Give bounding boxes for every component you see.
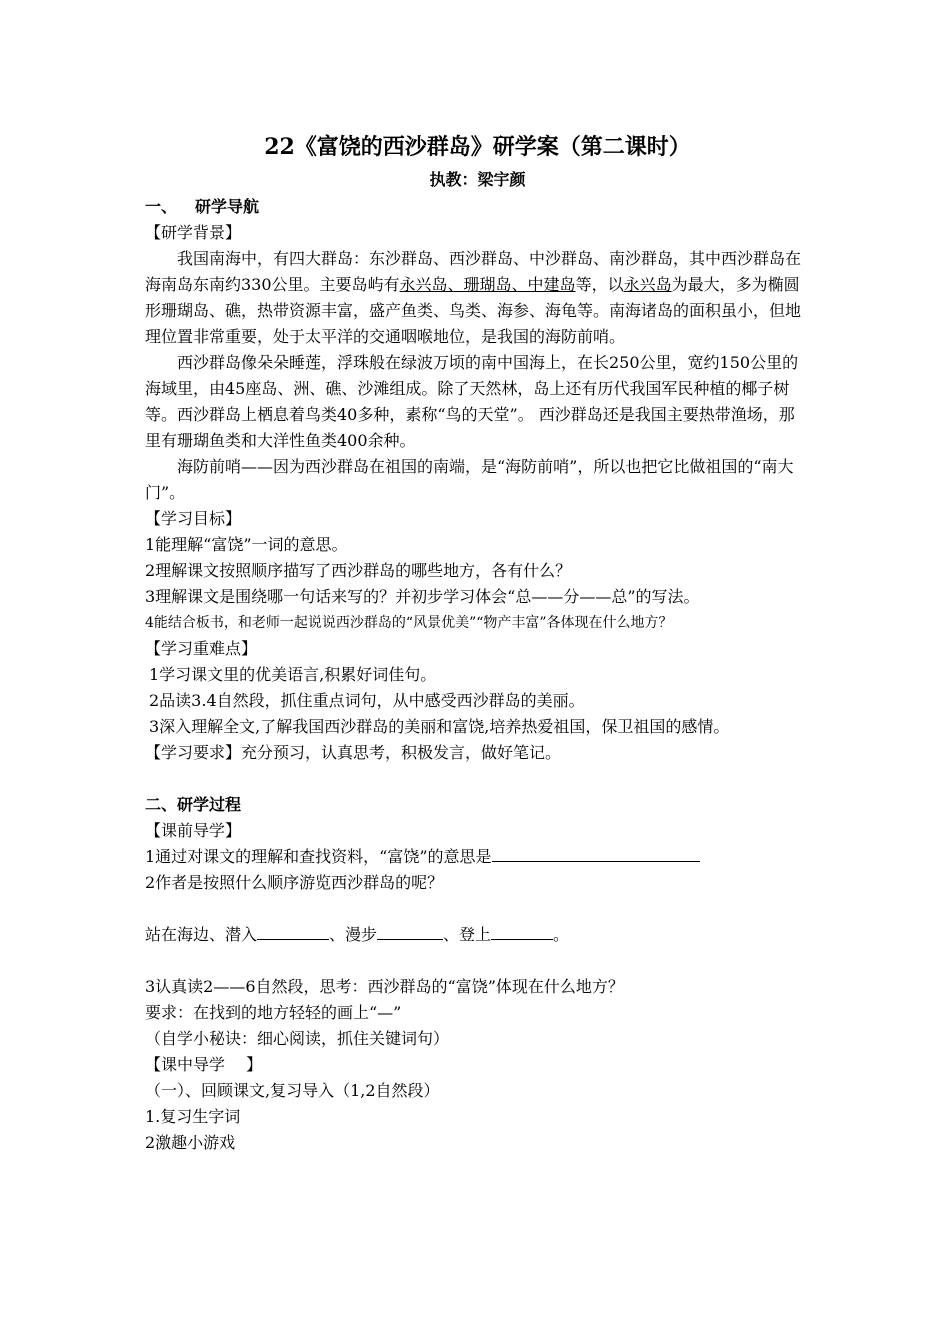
bg-p1-text-c: 为最大，多为椭圆形珊瑚岛、礁，热带资源丰富，盛产鱼类、鸟类、海参、海龟等。南海诸岛的面积虽小，但地理位置非常重要，处于太平洋的交通咽喉地位，是我国的海防前哨。: [145, 275, 802, 346]
section1-heading: [145, 194, 810, 220]
section1-num: 一、: [145, 197, 178, 216]
background-paragraph-2: 西沙群岛像朵朵睡莲，浮珠般在绿波万顷的南中国海上，在长250公里，宽约150公里的海域里，由45座岛、洲、礁、沙滩组成。除了天然林，岛上还有历代我国军民种植的椰子树等。西沙群岛上栖息着鸟类40多种，素称“鸟的天堂”。 西沙群岛还是我国主要热带渔场，那里有珊瑚鱼类和大洋性鱼类400余种。: [145, 353, 799, 450]
prelesson-heading: 【课前导学】: [145, 821, 242, 840]
section2-heading: 二、研学过程: [145, 795, 242, 814]
bg-p1-underline-islands: 永兴岛、珊瑚岛、中建岛: [399, 275, 576, 294]
goals-heading: 【学习目标】: [145, 509, 242, 528]
goal-item-2: 2理解课文按照顺序描写了西沙群岛的哪些地方，各有什么？: [145, 561, 572, 580]
requirements-heading: 【学习要求】: [145, 743, 242, 762]
q1-text: 1通过对课文的理解和查找资料，“富饶”的意思是: [145, 847, 492, 866]
document-page: [145, 128, 810, 1156]
prelesson-question-3-tip: （自学小秘诀：细心阅读，抓住关键词句）: [145, 1029, 450, 1048]
bg-p1-text-b: 等，以: [575, 275, 624, 294]
inlesson-part-1: （一）、回顾课文,复习导入（1,2自然段）: [145, 1081, 440, 1100]
q2-fill-text-d: 。: [553, 925, 570, 944]
q2-blank-3[interactable]: [491, 923, 553, 940]
background-heading: 【研学背景】: [145, 223, 242, 242]
inlesson-step-2: 2激趣小游戏: [145, 1133, 236, 1152]
goal-item-4: 4能结合板书，和老师一起说说西沙群岛的“风景优美”“物产丰富”各体现在什么地方？: [145, 615, 673, 631]
q2-fill-text-c: 、登上: [443, 925, 492, 944]
prelesson-question-2-fill: [145, 922, 810, 948]
inlesson-heading: 【课中导学 】: [145, 1055, 263, 1074]
q2-fill-text-a: 站在海边、潜入: [145, 925, 258, 944]
prelesson-question-1: [145, 844, 810, 870]
goal-item-1: 1能理解“富饶”一词的意思。: [145, 535, 348, 554]
requirements-line: [145, 740, 810, 766]
difficulty-item-1: 1学习课文里的优美语言,积累好词佳句。: [149, 665, 437, 684]
requirements-text: 充分预习，认真思考，积极发言，做好笔记。: [241, 743, 562, 762]
author-line: 执教：梁宇颜: [429, 170, 526, 189]
q2-blank-2[interactable]: [377, 923, 443, 940]
bg-p1-text-a: 我国南海中，有四大群岛：东沙群岛、西沙群岛、中沙群岛、南沙群岛，其中西沙群岛在海南岛东南约330公里。主要岛屿有: [145, 249, 802, 294]
difficulty-item-3: 3深入理解全文,了解我国西沙群岛的美丽和富饶,培养热爱祖国，保卫祖国的感情。: [149, 717, 730, 736]
document-title: 22《富饶的西沙群岛》研学案（第二课时）: [264, 134, 691, 160]
goal-item-3: 3理解课文是围绕哪一句话来写的？并初步学习体会“总——分——总”的写法。: [145, 587, 700, 606]
prelesson-question-3-requirement: 要求：在找到的地方轻轻的画上“—”: [145, 1003, 402, 1022]
q2-fill-text-b: 、漫步: [329, 925, 378, 944]
background-paragraph-1: [145, 246, 810, 350]
bg-p1-underline-yongxing: 永兴岛: [623, 275, 672, 294]
background-paragraph-3: 海防前哨——因为西沙群岛在祖国的南端，是“海防前哨”，所以也把它比做祖国的“南大门”。: [145, 457, 794, 502]
q1-answer-blank[interactable]: [492, 845, 700, 862]
difficulties-heading: 【学习重难点】: [145, 639, 258, 658]
section1-title: 研学导航: [195, 197, 260, 216]
prelesson-question-2: 2作者是按照什么顺序游览西沙群岛的呢？: [145, 873, 444, 892]
q2-blank-1[interactable]: [257, 923, 329, 940]
difficulty-item-2: 2品读3.4自然段，抓住重点词句，从中感受西沙群岛的美丽。: [149, 691, 585, 710]
inlesson-step-1: 1.复习生字词: [145, 1107, 241, 1126]
prelesson-question-3: 3认真读2——6自然段，思考：西沙群岛的“富饶”体现在什么地方？: [145, 977, 624, 996]
